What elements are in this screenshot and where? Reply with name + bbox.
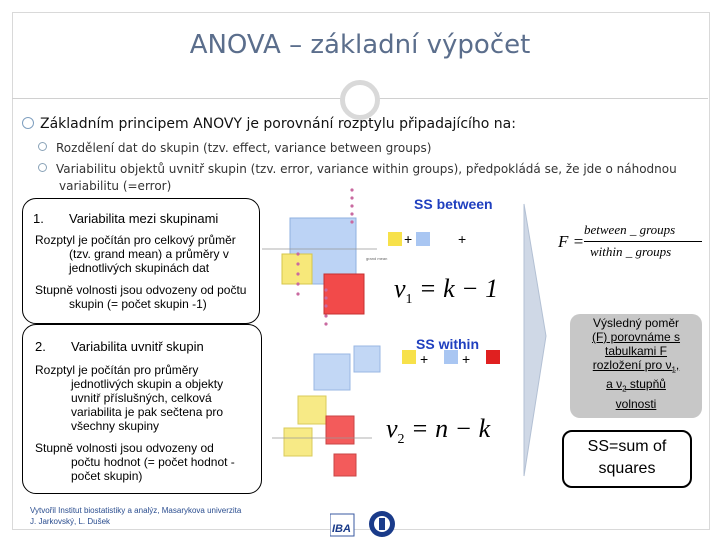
iba-logo [330, 508, 410, 538]
plus-sign: + [404, 231, 413, 247]
between-yellow-square [282, 254, 312, 284]
between-groups-box [22, 198, 260, 324]
side-box-line: volnosti [615, 396, 657, 411]
legend-red-square [486, 350, 500, 364]
title-ring-decoration [340, 80, 380, 120]
side-box-line: Výsledný poměr [592, 316, 680, 330]
legend-blue-square [444, 350, 458, 364]
box-heading: Variabilita uvnitř skupin [71, 339, 204, 354]
bullet-icon [38, 142, 47, 151]
footer-line: J. Jarkovský, L. Dušek [30, 517, 111, 526]
formula-f-denominator: within _ groups [590, 244, 672, 259]
between-red-square [324, 274, 364, 314]
footer-line: Vytvořil Institut biostatistiky a analýz, Masarykova univerzita [30, 506, 242, 515]
box-text-line: skupin (= počet skupin -1) [69, 297, 207, 311]
sub-bullet-2-continued: variabilitu (=error) [59, 179, 172, 193]
side-box-line: rozložení pro $\nu_1$, [592, 358, 680, 375]
box-text-line: Rozptyl je počítán pro průměry [35, 363, 199, 377]
ss-sum-line: SS=sum of [587, 438, 667, 455]
box-number: 1. [33, 211, 44, 226]
legend-yellow-square [388, 232, 402, 246]
bullet-icon [22, 117, 34, 129]
ss-within-label: SS within [416, 336, 479, 352]
formula-f-numerator: between _ groups [584, 222, 676, 237]
sub-bullet-text: Variabilitu objektů uvnitř skupin (tzv. error, variance within groups), předpokládá se, že jde o náhodnou [56, 162, 677, 176]
result-ratio-box [570, 314, 702, 418]
formula-nu1: $\nu_1 = k - 1$ [394, 274, 499, 308]
within-groups-box [22, 324, 262, 494]
plus-sign: + [420, 351, 429, 367]
box-text-line: Stupně volnosti jsou odvozeny od počtu [35, 283, 247, 297]
ss-sum-of-squares-box [562, 430, 692, 488]
box-text-line: počtu hodnot (= počet hodnot - [71, 455, 235, 469]
footer-credits [30, 505, 241, 527]
formula-f-lhs: F = [558, 232, 585, 251]
big-arrow [524, 204, 546, 476]
box-text-line: variabilita je pak sečtena pro [71, 405, 224, 419]
main-bullet-text: Základním principem ANOVY je porovnání rozptylu připadajícího na: [40, 116, 516, 132]
box-text-line: jednotlivých skupin a objekty [71, 377, 224, 391]
slide-title: ANOVA – základní výpočet [189, 30, 531, 60]
side-box-line: a $\nu_2$ stupňů [606, 377, 666, 394]
ss-sum-line: squares [598, 460, 656, 477]
legend-blue-square [416, 232, 430, 246]
legend-yellow-square [402, 350, 416, 364]
svg-text:IBA: IBA [332, 523, 351, 535]
plus-sign: + [462, 351, 471, 367]
box-heading: Variabilita mezi skupinami [69, 211, 219, 226]
box-number: 2. [35, 339, 46, 354]
fraction-bar [584, 241, 702, 242]
bullet-icon [38, 163, 47, 172]
formula-nu2: $\nu_2 = n - k$ [386, 414, 491, 448]
box-text-line: Rozptyl je počítán pro celkový průměr [35, 233, 236, 247]
box-text-line: všechny skupiny [71, 419, 160, 433]
grand-mean-label: grand mean [366, 256, 388, 261]
box-text-line: počet skupin) [71, 469, 143, 483]
side-box-line: (F) porovnáme s [591, 330, 681, 344]
ss-between-label: SS between [414, 196, 493, 212]
main-bullet [22, 116, 516, 132]
box-text-line: (tzv. grand mean) a průměry v [69, 247, 229, 261]
box-text-line: uvnitř příslušných, celková [71, 391, 212, 405]
sub-bullet-2 [38, 162, 677, 176]
sub-bullet-1 [38, 141, 431, 155]
side-box-line: tabulkami F [604, 344, 668, 358]
box-text-line: jednotlivých skupinách dat [69, 261, 210, 275]
sub-bullet-text: Rozdělení dat do skupin (tzv. effect, variance between groups) [56, 141, 432, 155]
box-text-line: Stupně volnosti jsou odvozeny od [35, 441, 214, 455]
plus-sign: + [458, 231, 467, 247]
